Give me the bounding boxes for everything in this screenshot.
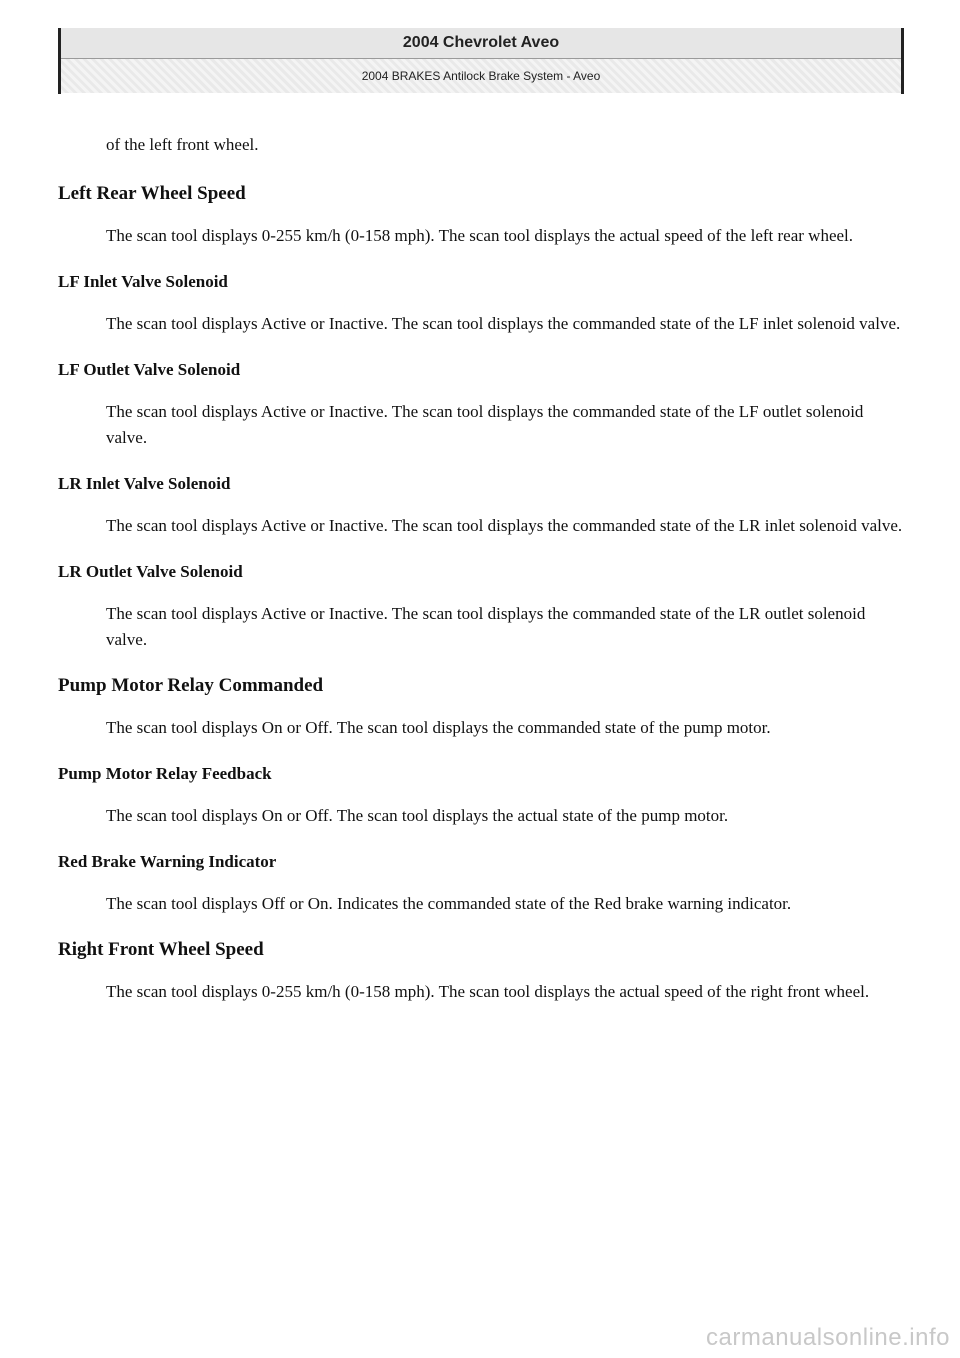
entry-pump-motor-relay-commanded [58, 673, 908, 741]
continuation-text: of the left front wheel. [106, 135, 259, 154]
entry-heading: LR Outlet Valve Solenoid [58, 562, 243, 581]
entry-description: The scan tool displays On or Off. The scan tool displays the commanded state of the pump motor. [106, 718, 771, 737]
document-body [58, 132, 908, 1005]
entry-heading: LF Inlet Valve Solenoid [58, 272, 228, 291]
entry-red-brake-warning-indicator [58, 849, 908, 917]
entry-description: The scan tool displays Off or On. Indicates the commanded state of the Red brake warning indicator. [106, 894, 792, 913]
entry-heading: LF Outlet Valve Solenoid [58, 360, 241, 379]
entry-heading: Left Rear Wheel Speed [58, 183, 246, 204]
header-title: 2004 Chevrolet Aveo [61, 28, 901, 59]
entry-lr-inlet-valve-solenoid [58, 471, 908, 539]
entry-heading: Right Front Wheel Speed [58, 939, 264, 960]
entry-heading: Pump Motor Relay Feedback [58, 764, 272, 783]
entry-description: The scan tool displays Active or Inactive. The scan tool displays the commanded state of the LF inlet solenoid valve. [106, 314, 901, 333]
entry-description: The scan tool displays On or Off. The scan tool displays the actual state of the pump motor. [106, 806, 729, 825]
entry-lf-outlet-valve-solenoid [58, 357, 908, 451]
entry-left-rear-wheel-speed [58, 181, 908, 249]
entry-description: The scan tool displays Active or Inactive. The scan tool displays the commanded state of the LR inlet solenoid valve. [106, 516, 903, 535]
header-subtitle: 2004 BRAKES Antilock Brake System - Aveo [61, 59, 901, 93]
entry-lr-outlet-valve-solenoid [58, 559, 908, 653]
entry-heading: Red Brake Warning Indicator [58, 852, 277, 871]
entry-heading: LR Inlet Valve Solenoid [58, 474, 231, 493]
entry-pump-motor-relay-feedback [58, 761, 908, 829]
entry-heading: Pump Motor Relay Commanded [58, 675, 324, 696]
entry-description: The scan tool displays 0-255 km/h (0-158 mph). The scan tool displays the actual speed of the left rear wheel. [106, 226, 854, 245]
entry-right-front-wheel-speed [58, 937, 908, 1005]
watermark: carmanualsonline.info [706, 1324, 950, 1351]
entry-description: The scan tool displays Active or Inactive. The scan tool displays the commanded state of the LF outlet solenoid valve. [106, 402, 864, 447]
page-header [58, 28, 904, 94]
entry-lf-inlet-valve-solenoid [58, 269, 908, 337]
entry-description: The scan tool displays Active or Inactive. The scan tool displays the commanded state of the LR outlet solenoid valve. [106, 604, 866, 649]
entry-description: The scan tool displays 0-255 km/h (0-158 mph). The scan tool displays the actual speed of the right front wheel. [106, 982, 870, 1001]
